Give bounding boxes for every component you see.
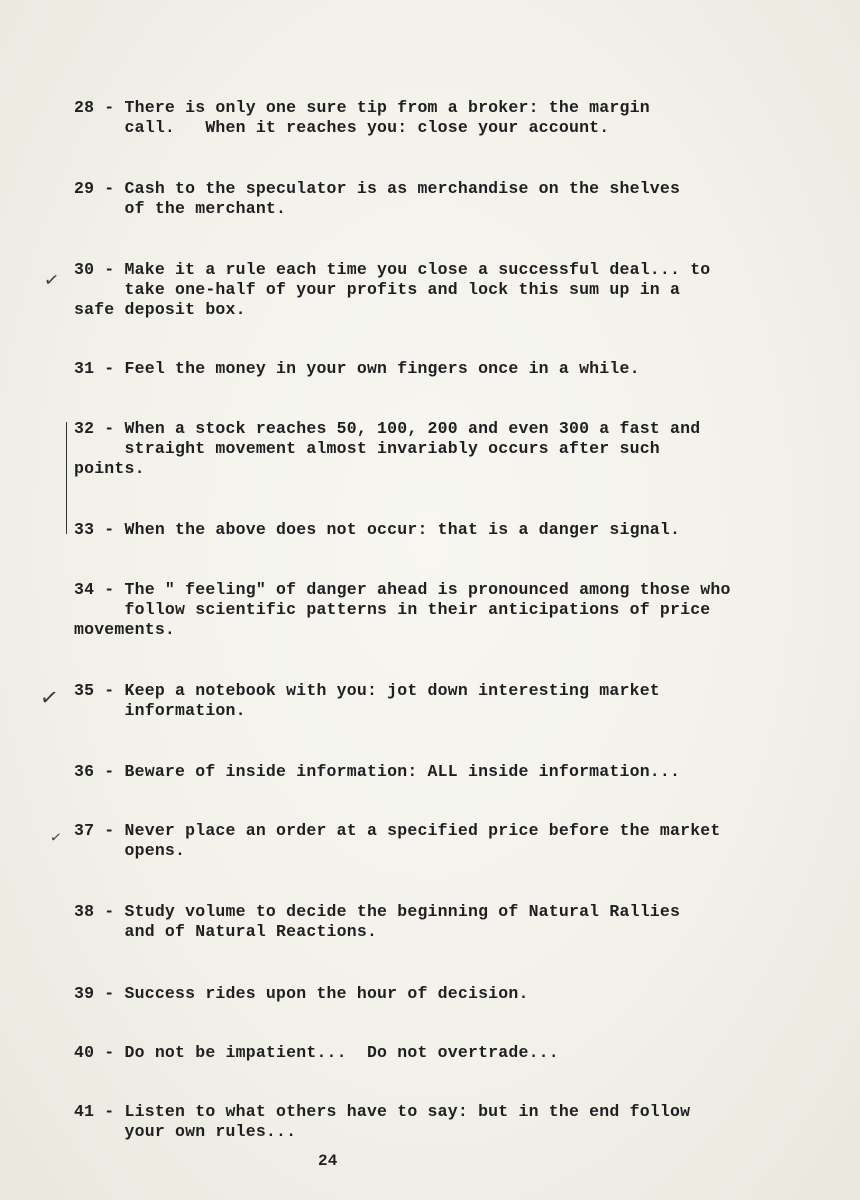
rule-34 [74,580,774,640]
rule-line: of the merchant. [74,199,287,218]
rule-line: 36 - Beware of inside information: ALL inside information... [74,762,681,781]
show-through-background: ​ [469,70,471,103]
rule-line: and of Natural Reactions. [74,922,378,941]
rule-39 [74,984,774,1004]
rule-40 [74,1043,774,1063]
check-mark-icon: ✓ [38,684,61,713]
rule-line: 29 - Cash to the speculator is as merchandise on the shelves [74,179,681,198]
rule-30 [74,260,774,320]
rule-line: call. When it reaches you: close your account. [74,118,610,137]
check-mark-icon: ✓ [42,269,61,292]
rule-line: 39 - Success rides upon the hour of decision. [74,984,529,1003]
rule-38 [74,902,774,942]
rule-35 [74,681,774,721]
rule-line: 28 - There is only one sure tip from a broker: the margin [74,98,650,117]
rule-41 [74,1102,774,1142]
rule-line: 41 - Listen to what others have to say: but in the end follow [74,1102,691,1121]
rule-line: 34 - The " feeling" of danger ahead is pronounced among those who [74,580,731,599]
rule-line: your own rules... [74,1122,297,1141]
rule-line: movements. [74,620,176,639]
margin-bracket-line [66,422,67,534]
rule-37 [74,821,774,861]
rule-line: 32 - When a stock reaches 50, 100, 200 and even 300 a fast and [74,419,701,438]
rule-28 [74,98,774,138]
rule-line: 40 - Do not be impatient... Do not overtrade... [74,1043,559,1062]
rule-line: opens. [74,841,186,860]
rule-29 [74,179,774,219]
check-mark-icon: ✓ [48,829,63,847]
rule-31 [74,359,774,379]
rule-line: safe deposit box. [74,300,246,319]
rule-line: 37 - Never place an order at a specified price before the market [74,821,721,840]
rule-line: information. [74,701,246,720]
page-number: 24 [318,1152,338,1170]
rule-33 [74,520,774,540]
rule-line: 38 - Study volume to decide the beginning of Natural Rallies [74,902,681,921]
rule-line: straight movement almost invariably occurs after such [74,439,660,458]
rule-line: points. [74,459,145,478]
rule-line: 35 - Keep a notebook with you: jot down interesting market [74,681,660,700]
rule-32 [74,419,774,479]
rule-line: take one-half of your profits and lock this sum up in a [74,280,681,299]
rule-line: 31 - Feel the money in your own fingers once in a while. [74,359,640,378]
rule-line: 33 - When the above does not occur: that is a danger signal. [74,520,681,539]
rule-line: 30 - Make it a rule each time you close a successful deal... to [74,260,711,279]
rule-36 [74,762,774,782]
rule-line: follow scientific patterns in their anticipations of price [74,600,711,619]
